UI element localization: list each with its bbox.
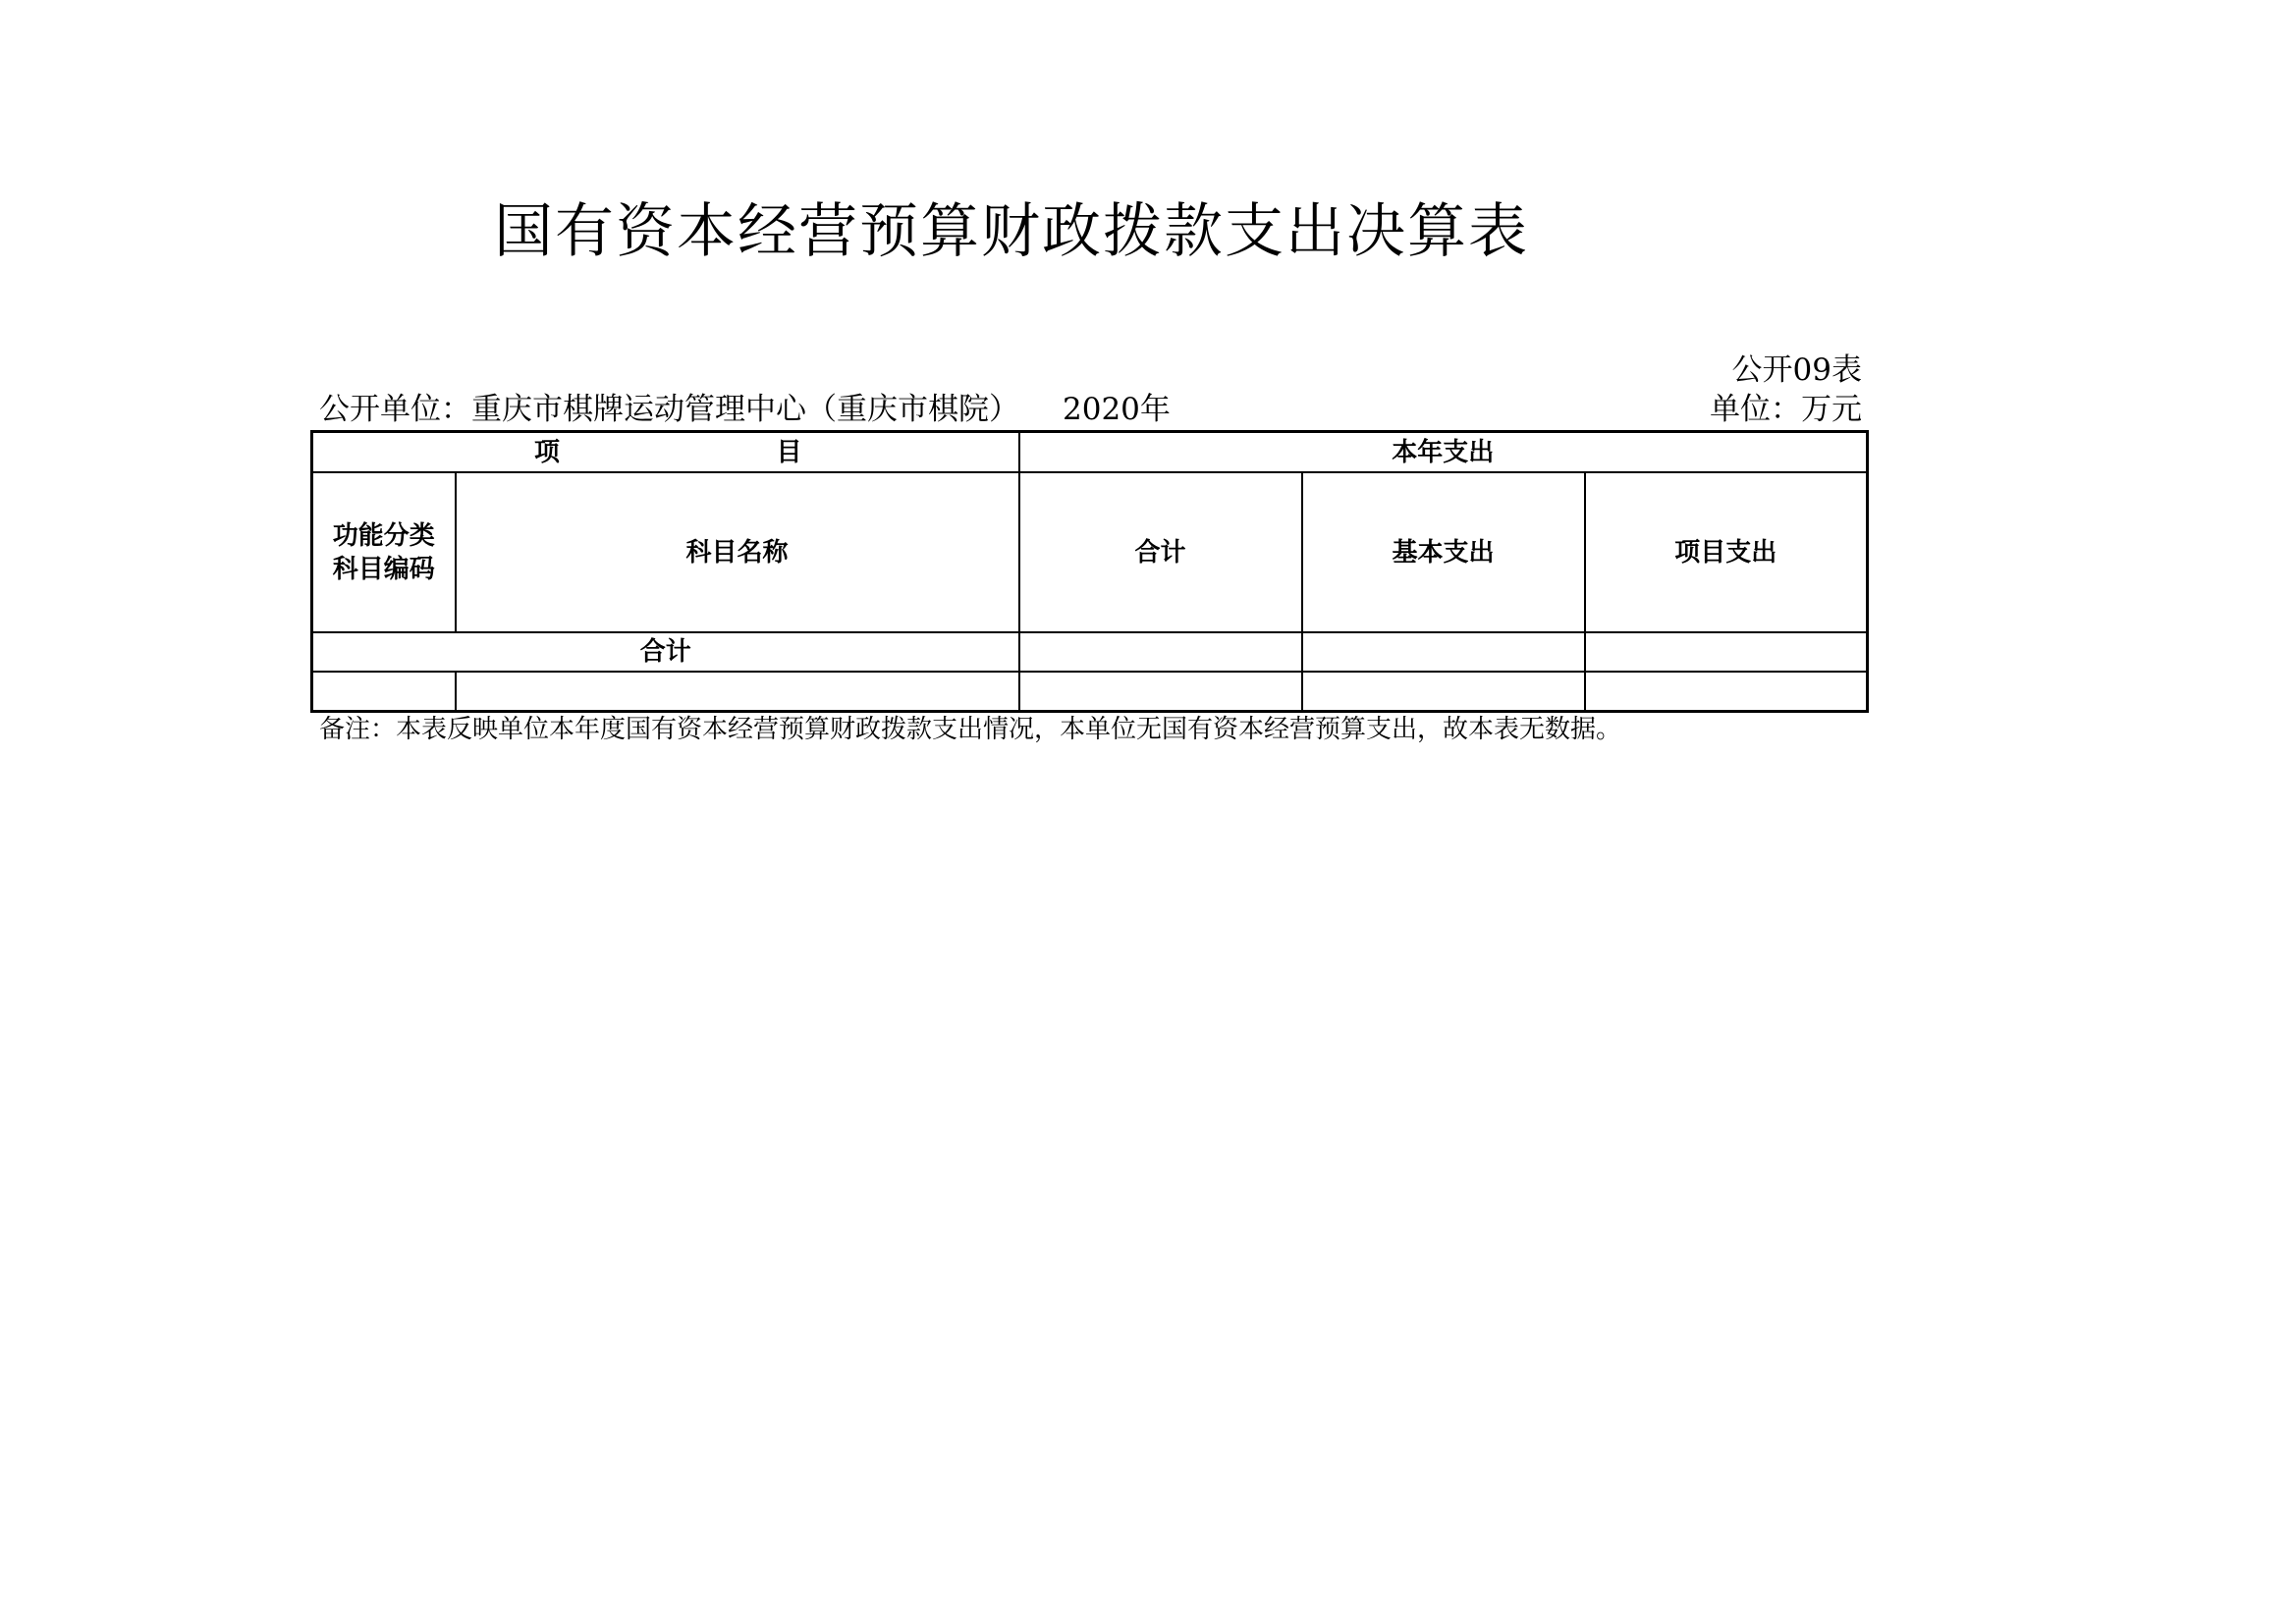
reporting-unit-label: 公开单位：重庆市棋牌运动管理中心（重庆市棋院）	[319, 392, 1019, 427]
currency-unit: 单位：万元	[1710, 392, 1862, 427]
row-basic-cell	[1302, 672, 1585, 712]
expenditure-table	[310, 430, 1869, 713]
reporting-unit	[319, 391, 1171, 428]
header-total: 合计	[1019, 472, 1302, 632]
header-function-code-line1: 功能分类	[332, 520, 435, 551]
total-row-basic	[1302, 632, 1585, 672]
header-project-expenditure: 项目支出	[1585, 472, 1868, 632]
header-project-left: 项	[534, 437, 561, 467]
header-basic-expenditure: 基本支出	[1302, 472, 1585, 632]
form-number: 公开09表	[1731, 352, 1862, 388]
header-project-right: 目	[776, 437, 802, 467]
total-row-label: 合计	[312, 632, 1019, 672]
row-project-cell	[1585, 672, 1868, 712]
header-function-code-line2: 科目编码	[332, 554, 435, 584]
table-row	[312, 672, 1868, 712]
table-total-row	[312, 632, 1868, 672]
header-function-code	[312, 472, 456, 632]
row-code-cell	[312, 672, 456, 712]
header-current-year-expenditure: 本年支出	[1019, 432, 1868, 473]
header-project	[312, 432, 1019, 473]
row-name-cell	[456, 672, 1019, 712]
header-row-2	[312, 472, 1868, 632]
total-row-project	[1585, 632, 1868, 672]
footnote: 备注：本表反映单位本年度国有资本经营预算财政拨款支出情况，本单位无国有资本经营预算支出，故本表无数据。	[319, 715, 1622, 744]
row-total-cell	[1019, 672, 1302, 712]
header-row-1	[312, 432, 1868, 473]
page-title: 国有资本经营预算财政拨款支出决算表	[494, 197, 1529, 266]
header-subject-name: 科目名称	[456, 472, 1019, 632]
report-year: 2020年	[1063, 392, 1171, 427]
total-row-total	[1019, 632, 1302, 672]
